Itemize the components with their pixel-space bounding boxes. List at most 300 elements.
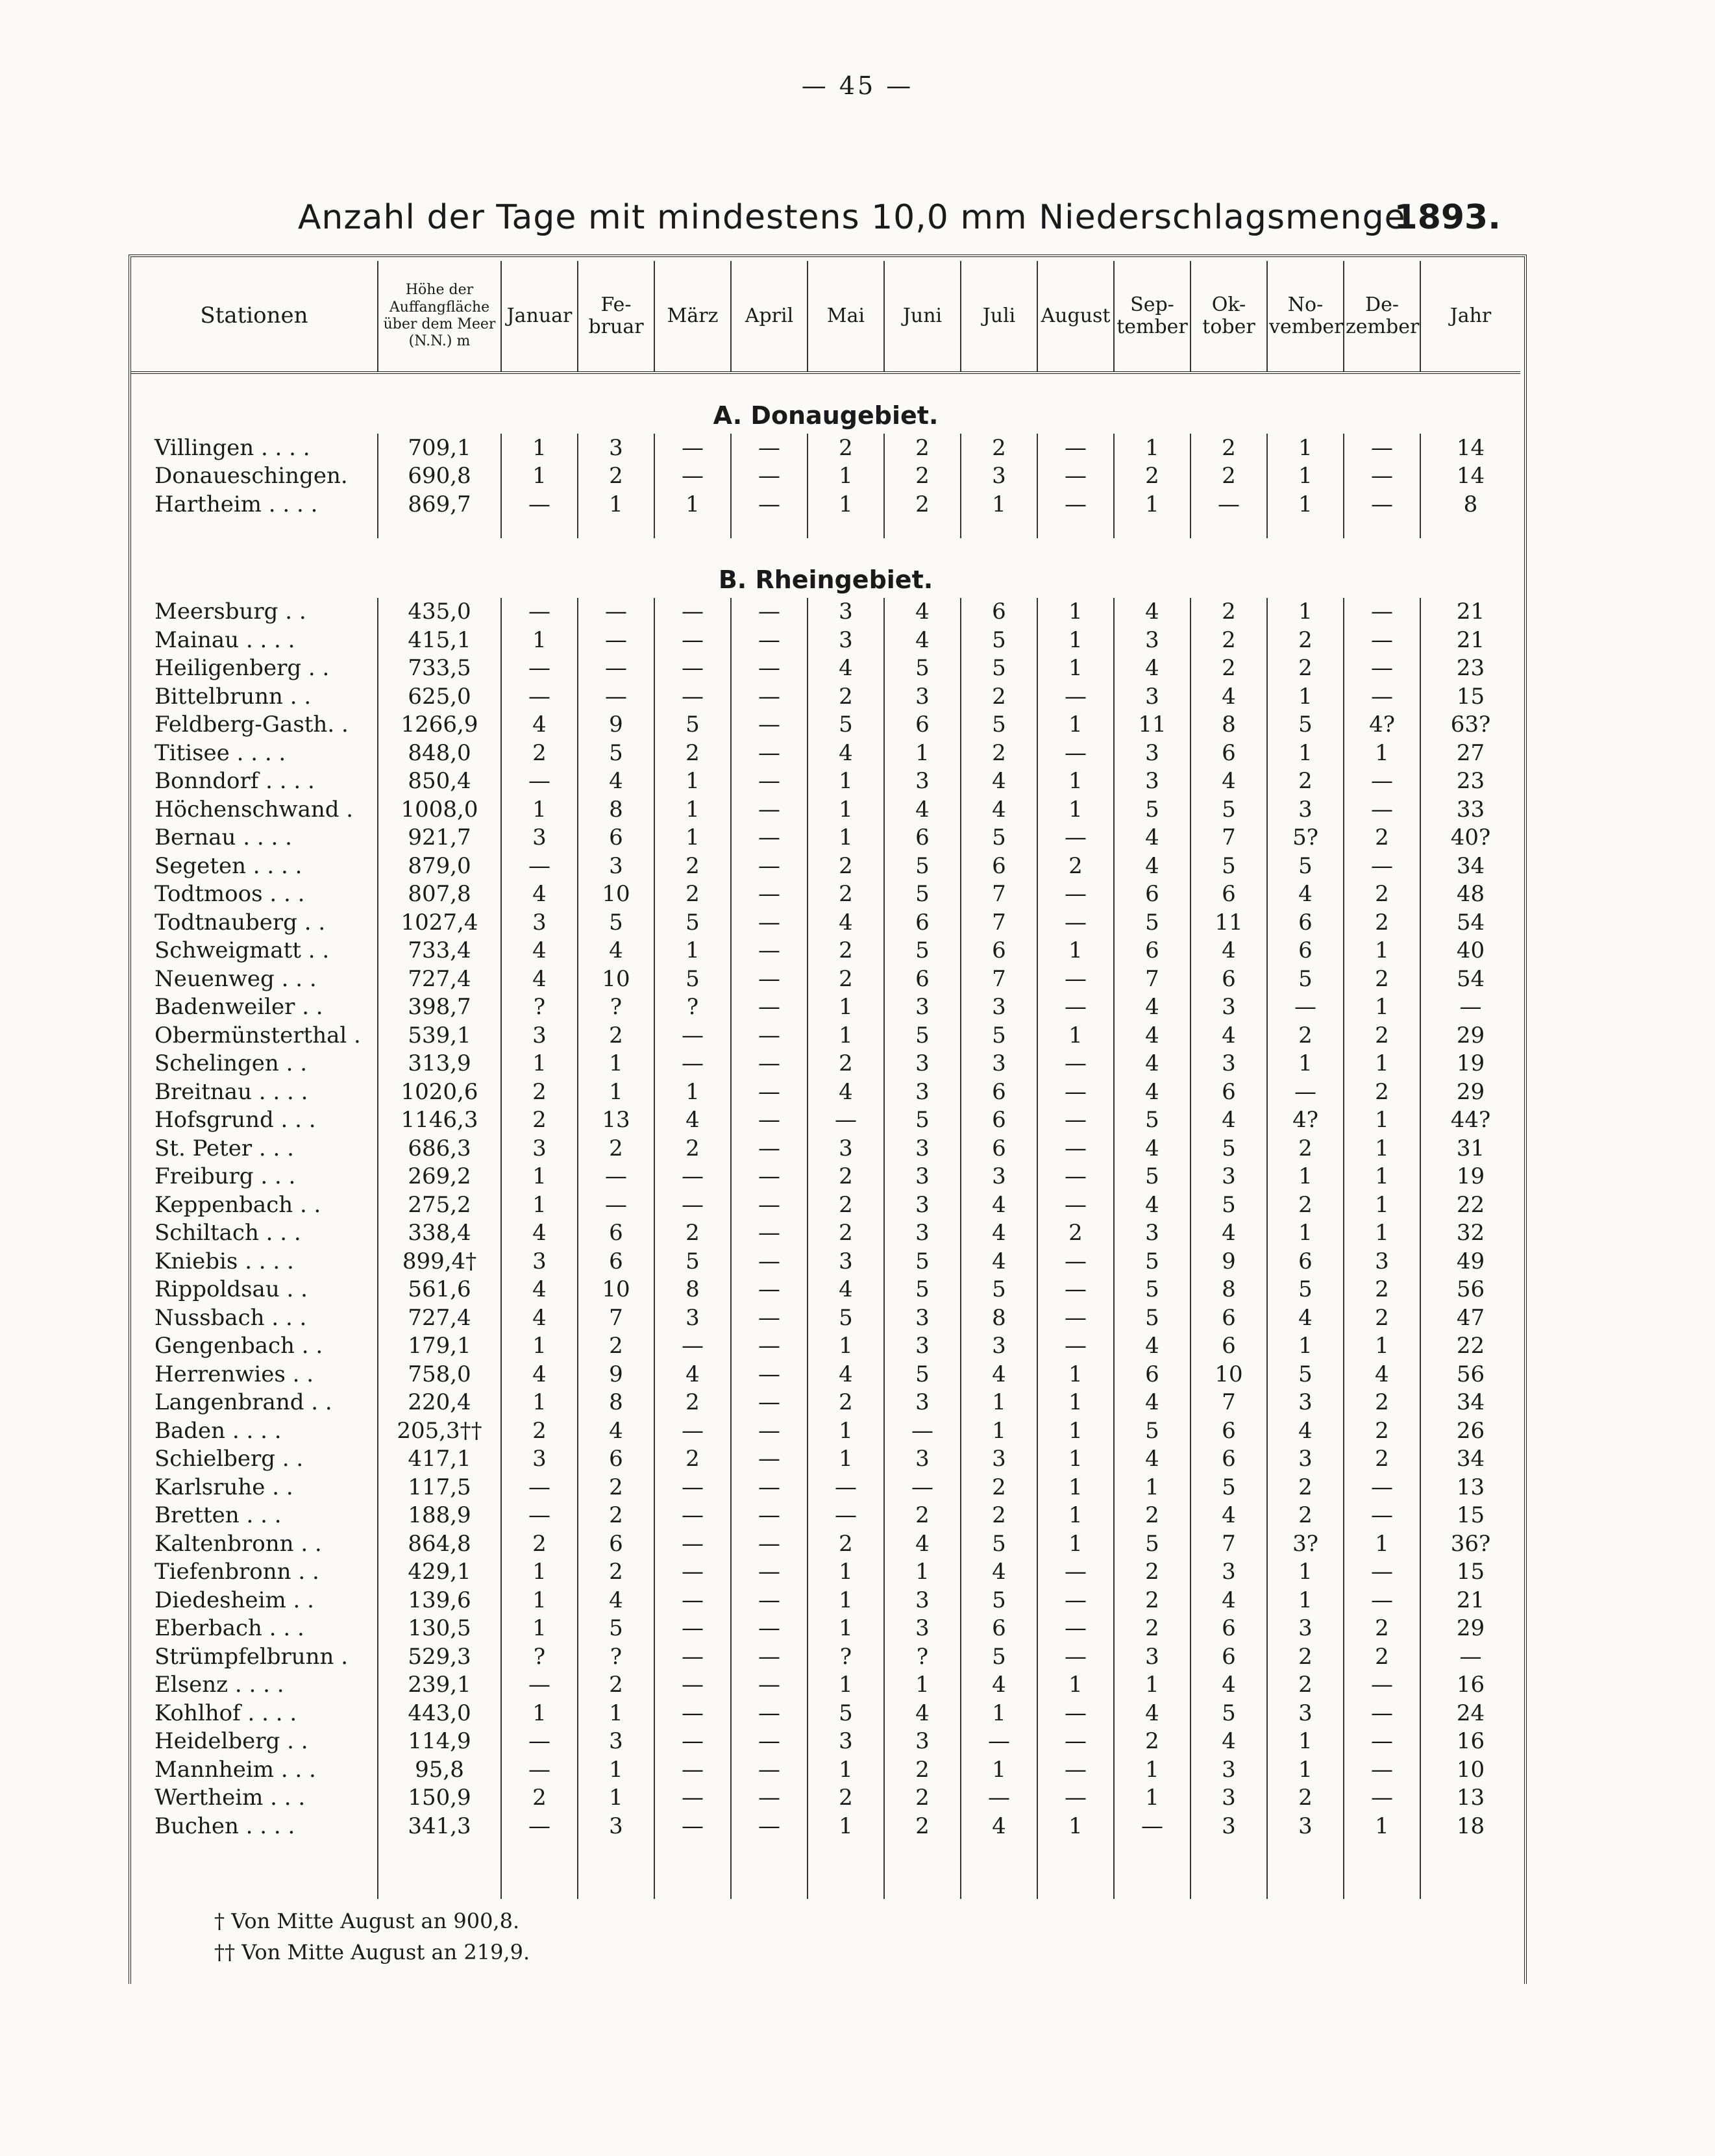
month-value: 1 <box>808 1332 884 1361</box>
month-value: 1 <box>1037 767 1114 796</box>
year-total: 40 <box>1456 937 1485 964</box>
month-value: 8 <box>1191 1276 1267 1304</box>
station-name: Bonndorf . . . . <box>131 767 378 796</box>
month-value: 1 <box>1037 1360 1114 1389</box>
month-value: 6 <box>1191 1417 1267 1445</box>
station-height: 179,1 <box>378 1332 501 1361</box>
tail-cell <box>1420 1840 1520 1899</box>
month-value: — <box>731 1078 808 1106</box>
month-value: 1 <box>1344 1812 1420 1840</box>
month-value: 2 <box>654 1445 731 1474</box>
month-value: 1 <box>1037 626 1114 654</box>
month-value: 2 <box>578 1021 654 1050</box>
station-name: Donaueschingen. <box>131 462 378 491</box>
month-value: 1 <box>654 1078 731 1106</box>
month-value: 5 <box>1114 1304 1191 1332</box>
month-value: 2 <box>808 1050 884 1078</box>
month-value: 2 <box>884 462 961 491</box>
month-value: 1 <box>1344 1106 1420 1135</box>
table-row <box>131 1219 1520 1248</box>
month-value: 2 <box>501 1784 578 1813</box>
month-value: — <box>1344 1784 1420 1813</box>
month-value: 3 <box>884 1304 961 1332</box>
header-month: De-zember <box>1344 261 1420 373</box>
month-value: ? <box>578 1642 654 1671</box>
month-value: 3 <box>1267 1389 1344 1417</box>
month-value: 1 <box>501 626 578 654</box>
month-value: 3 <box>884 993 961 1022</box>
month-value: 1 <box>1267 1219 1344 1248</box>
table-row <box>131 682 1520 711</box>
year-total: 47 <box>1456 1304 1485 1331</box>
table-row <box>131 1671 1520 1700</box>
month-value: 3 <box>654 1304 731 1332</box>
month-value: 4 <box>1114 598 1191 626</box>
month-value: 4 <box>1191 767 1267 796</box>
month-value: 5 <box>1267 1276 1344 1304</box>
station-height: 341,3 <box>378 1812 501 1840</box>
year-total: 18 <box>1456 1813 1485 1839</box>
month-value: — <box>731 1530 808 1558</box>
year-total: 34 <box>1456 852 1485 879</box>
month-value: — <box>654 1021 731 1050</box>
year-total: 23 <box>1456 655 1485 682</box>
station-height: 686,3 <box>378 1134 501 1163</box>
month-value: 6 <box>1267 908 1344 937</box>
month-value: 2 <box>1114 1615 1191 1643</box>
month-value: — <box>1344 490 1420 519</box>
month-value: 2 <box>1037 1219 1114 1248</box>
month-value: — <box>961 1728 1037 1756</box>
month-value: ? <box>501 1642 578 1671</box>
month-value: — <box>731 1784 808 1813</box>
month-value: 3 <box>961 462 1037 491</box>
station-height: 205,3†† <box>378 1417 501 1445</box>
month-value: 9 <box>578 711 654 739</box>
station-height: 417,1 <box>378 1445 501 1474</box>
year-total: 26 <box>1456 1417 1485 1444</box>
month-value: 4 <box>961 1558 1037 1587</box>
station-height: 1008,0 <box>378 795 501 824</box>
table-row <box>131 1812 1520 1840</box>
month-value: 3 <box>501 1021 578 1050</box>
month-value: 4 <box>808 908 884 937</box>
month-value: 1 <box>808 490 884 519</box>
month-value: 1 <box>578 1050 654 1078</box>
table-row <box>131 908 1520 937</box>
month-value: 3 <box>501 1134 578 1163</box>
month-value: 6 <box>1267 937 1344 965</box>
month-value: 4 <box>1191 1586 1267 1615</box>
year-total: 13 <box>1456 1785 1485 1811</box>
station-height: 1146,3 <box>378 1106 501 1135</box>
month-value: — <box>654 1755 731 1784</box>
month-value: 3 <box>1114 767 1191 796</box>
month-value: 4? <box>1344 711 1420 739</box>
month-value: 4 <box>501 1276 578 1304</box>
month-value: 2 <box>1267 654 1344 683</box>
station-height: 625,0 <box>378 682 501 711</box>
month-value: — <box>731 1106 808 1135</box>
month-value: 2 <box>808 965 884 993</box>
station-height: 1027,4 <box>378 908 501 937</box>
month-value: — <box>731 1304 808 1332</box>
station-height: 435,0 <box>378 598 501 626</box>
month-value: — <box>654 626 731 654</box>
month-value: — <box>654 1728 731 1756</box>
month-value: 1 <box>578 1699 654 1728</box>
month-value: — <box>1344 682 1420 711</box>
month-value: — <box>1037 462 1114 491</box>
station-height: 733,4 <box>378 937 501 965</box>
table-row <box>131 434 1520 462</box>
spacer-cell <box>731 519 808 538</box>
month-value: 5 <box>961 1276 1037 1304</box>
month-value: 2 <box>808 1191 884 1219</box>
month-value: 3 <box>501 824 578 852</box>
month-value: 10 <box>578 880 654 909</box>
month-value: 6 <box>1191 1304 1267 1332</box>
month-value: 2 <box>1267 1021 1344 1050</box>
month-value: — <box>1037 1755 1114 1784</box>
month-value: — <box>501 1812 578 1840</box>
month-value: — <box>1037 1276 1114 1304</box>
month-value: 7 <box>961 965 1037 993</box>
spacer-row <box>131 519 1520 538</box>
table-row <box>131 824 1520 852</box>
station-height: 807,8 <box>378 880 501 909</box>
month-value: 1 <box>1267 1050 1344 1078</box>
month-value: 9 <box>578 1360 654 1389</box>
month-value: 1 <box>501 1586 578 1615</box>
table-row <box>131 1163 1520 1191</box>
month-value: 2 <box>1267 1473 1344 1502</box>
station-name: Mainau . . . . <box>131 626 378 654</box>
month-value: — <box>654 1699 731 1728</box>
month-value: 4 <box>1114 993 1191 1022</box>
month-value: 4 <box>808 739 884 767</box>
month-value: 1 <box>1267 490 1344 519</box>
month-value: — <box>731 1050 808 1078</box>
table-row <box>131 767 1520 796</box>
year-total: 32 <box>1456 1220 1485 1246</box>
month-value: 4 <box>1267 880 1344 909</box>
month-value: 5 <box>1191 795 1267 824</box>
month-value: 2 <box>808 1163 884 1191</box>
station-name: Hofsgrund . . . <box>131 1106 378 1135</box>
station-height: 879,0 <box>378 852 501 880</box>
month-value: 1 <box>1267 1728 1344 1756</box>
month-value: — <box>1344 1558 1420 1587</box>
month-value: — <box>1037 1728 1114 1756</box>
station-name: Diedesheim . . <box>131 1586 378 1615</box>
table-row <box>131 1530 1520 1558</box>
station-name: Kohlhof . . . . <box>131 1699 378 1728</box>
month-value: — <box>654 462 731 491</box>
month-value: 3 <box>1267 1812 1344 1840</box>
section-heading-row <box>131 373 1520 434</box>
month-value: 6 <box>1191 1615 1267 1643</box>
year-total: 24 <box>1456 1700 1485 1726</box>
month-value: 2 <box>578 1558 654 1587</box>
month-value: 2 <box>1191 626 1267 654</box>
month-value: 3 <box>808 1134 884 1163</box>
station-name: Neuenweg . . . <box>131 965 378 993</box>
month-value: ? <box>884 1642 961 1671</box>
month-value: 3 <box>884 1389 961 1417</box>
month-value: 6 <box>1191 1642 1267 1671</box>
month-value: 4 <box>1114 1134 1191 1163</box>
month-value: 3 <box>1191 1755 1267 1784</box>
month-value: 1 <box>1267 1558 1344 1587</box>
month-value: 2 <box>501 1106 578 1135</box>
month-value: — <box>1267 993 1344 1022</box>
month-value: 6 <box>884 711 961 739</box>
station-height: 727,4 <box>378 1304 501 1332</box>
month-value: 8 <box>961 1304 1037 1332</box>
month-value: 6 <box>1114 1360 1191 1389</box>
month-value: 13 <box>578 1106 654 1135</box>
footnote-dagger: † Von Mitte August an 900,8. <box>214 1909 520 1933</box>
month-value: 4 <box>1114 1332 1191 1361</box>
station-name: Segeten . . . . <box>131 852 378 880</box>
month-value: 2 <box>654 880 731 909</box>
month-value: 1 <box>1037 1671 1114 1700</box>
month-value: 1 <box>501 1699 578 1728</box>
station-name: Obermünsterthal . <box>131 1021 378 1050</box>
table-row <box>131 1106 1520 1135</box>
month-value: 4 <box>1191 1219 1267 1248</box>
month-value: 1 <box>808 1445 884 1474</box>
month-value: 1 <box>884 1671 961 1700</box>
month-value: — <box>1344 654 1420 683</box>
station-name: Karlsruhe . . <box>131 1473 378 1502</box>
station-height: 899,4† <box>378 1247 501 1276</box>
month-value: 4 <box>884 1530 961 1558</box>
month-value: — <box>1037 1304 1114 1332</box>
month-value: 6 <box>961 598 1037 626</box>
month-value: 3 <box>578 852 654 880</box>
month-value: 1 <box>1267 1755 1344 1784</box>
table-row <box>131 1191 1520 1219</box>
month-value: — <box>501 767 578 796</box>
month-value: ? <box>808 1642 884 1671</box>
year-total: — <box>1459 1643 1482 1670</box>
month-value: — <box>731 1558 808 1587</box>
month-value: 3? <box>1267 1530 1344 1558</box>
month-value: 4 <box>501 880 578 909</box>
spacer-cell <box>1344 519 1420 538</box>
month-value: 2 <box>1114 1728 1191 1756</box>
month-value: 1 <box>1037 1021 1114 1050</box>
year-total: 22 <box>1456 1191 1485 1218</box>
station-name: Schielberg . . <box>131 1445 378 1474</box>
month-value: — <box>501 598 578 626</box>
month-value: — <box>654 598 731 626</box>
month-value: 1 <box>501 1191 578 1219</box>
month-value: 5 <box>961 626 1037 654</box>
month-value: — <box>731 1417 808 1445</box>
month-value: 5 <box>654 908 731 937</box>
table-row <box>131 1360 1520 1389</box>
month-value: 2 <box>884 1502 961 1530</box>
month-value: 5 <box>884 852 961 880</box>
station-name: St. Peter . . . <box>131 1134 378 1163</box>
month-value: 3 <box>1191 1050 1267 1078</box>
page-number: — 45 — <box>801 71 914 100</box>
month-value: 10 <box>578 965 654 993</box>
month-value: 3 <box>578 434 654 462</box>
month-value: 5 <box>654 711 731 739</box>
spacer-cell <box>654 519 731 538</box>
table-row <box>131 1642 1520 1671</box>
month-value: 7 <box>1114 965 1191 993</box>
month-value: 3 <box>884 1134 961 1163</box>
station-name: Schiltach . . . <box>131 1219 378 1248</box>
month-value: 5 <box>578 739 654 767</box>
month-value: 2 <box>1267 1784 1344 1813</box>
month-value: 4 <box>1191 1106 1267 1135</box>
table-row <box>131 1445 1520 1474</box>
month-value: 2 <box>1344 1304 1420 1332</box>
month-value: 1 <box>808 1021 884 1050</box>
month-value: 9 <box>1191 1247 1267 1276</box>
month-value: 2 <box>1267 1134 1344 1163</box>
spacer-cell <box>131 519 378 538</box>
month-value: 1 <box>501 1558 578 1587</box>
month-value: 4 <box>961 1360 1037 1389</box>
month-value: 2 <box>961 1502 1037 1530</box>
month-value: 4 <box>961 795 1037 824</box>
month-value: — <box>731 462 808 491</box>
table-row <box>131 1699 1520 1728</box>
month-value: 7 <box>1191 1530 1267 1558</box>
month-value: 2 <box>1267 1671 1344 1700</box>
tail-row <box>131 1840 1520 1899</box>
month-value: 6 <box>884 824 961 852</box>
station-height: 415,1 <box>378 626 501 654</box>
month-value: 2 <box>654 739 731 767</box>
month-value: 3 <box>1114 739 1191 767</box>
month-value: — <box>1037 1642 1114 1671</box>
month-value: 5 <box>654 1247 731 1276</box>
table-row <box>131 1332 1520 1361</box>
table-row <box>131 1586 1520 1615</box>
month-value: — <box>654 1050 731 1078</box>
month-value: 4 <box>961 1247 1037 1276</box>
month-value: 2 <box>1037 852 1114 880</box>
month-value: — <box>1037 1615 1114 1643</box>
month-value: 6 <box>1114 937 1191 965</box>
month-value: 4 <box>501 1304 578 1332</box>
spacer-cell <box>1191 519 1267 538</box>
station-height: 869,7 <box>378 490 501 519</box>
year-total: 27 <box>1456 739 1485 766</box>
month-value: 2 <box>884 434 961 462</box>
month-value: 1 <box>961 1755 1037 1784</box>
month-value: 2 <box>1114 1558 1191 1587</box>
month-value: 8 <box>578 1389 654 1417</box>
month-value: 3 <box>808 1728 884 1756</box>
month-value: 4 <box>961 1191 1037 1219</box>
tail-cell <box>808 1840 884 1899</box>
table-row <box>131 626 1520 654</box>
month-value: — <box>654 1163 731 1191</box>
month-value: 3 <box>1267 1699 1344 1728</box>
month-value: — <box>1037 965 1114 993</box>
month-value: 1 <box>1037 598 1114 626</box>
year-total: 16 <box>1456 1672 1485 1698</box>
month-value: 3 <box>961 993 1037 1022</box>
month-value: 4 <box>1114 1050 1191 1078</box>
month-value: 2 <box>1267 767 1344 796</box>
month-value: 1 <box>1037 1473 1114 1502</box>
station-height: 220,4 <box>378 1389 501 1417</box>
station-name: Meersburg . . <box>131 598 378 626</box>
month-value: 8 <box>654 1276 731 1304</box>
month-value: 2 <box>1114 1502 1191 1530</box>
table-row <box>131 1247 1520 1276</box>
table-row <box>131 993 1520 1022</box>
month-value: 6 <box>961 1106 1037 1135</box>
month-value: — <box>501 490 578 519</box>
month-value: 3 <box>884 1191 961 1219</box>
month-value: 3 <box>884 1586 961 1615</box>
month-value: — <box>731 1699 808 1728</box>
month-value: 5 <box>1114 1163 1191 1191</box>
month-value: 1 <box>961 1417 1037 1445</box>
month-value: — <box>731 767 808 796</box>
month-value: 1 <box>1344 1134 1420 1163</box>
month-value: — <box>731 937 808 965</box>
station-height: 690,8 <box>378 462 501 491</box>
table-row <box>131 1728 1520 1756</box>
month-value: 3 <box>578 1812 654 1840</box>
month-value: 2 <box>654 1219 731 1248</box>
month-value: 5? <box>1267 824 1344 852</box>
year-total: 15 <box>1456 1502 1485 1529</box>
month-value: 2 <box>1191 434 1267 462</box>
header-month: März <box>654 261 731 373</box>
month-value: 2 <box>1267 1191 1344 1219</box>
month-value: 2 <box>808 1389 884 1417</box>
table-row <box>131 1502 1520 1530</box>
month-value: 10 <box>1191 1360 1267 1389</box>
footnote-double-dagger: †† Von Mitte August an 219,9. <box>214 1940 530 1964</box>
section-heading: A. Donaugebiet. <box>713 401 939 430</box>
month-value: 1 <box>1267 1586 1344 1615</box>
month-value: 4 <box>578 1417 654 1445</box>
month-value: — <box>501 1671 578 1700</box>
table-row <box>131 462 1520 491</box>
spacer-cell <box>961 519 1037 538</box>
month-value: 5 <box>1267 711 1344 739</box>
month-value: — <box>654 1530 731 1558</box>
month-value: 6 <box>1114 880 1191 909</box>
month-value: — <box>808 1502 884 1530</box>
year-total: 16 <box>1456 1728 1485 1755</box>
month-value: — <box>731 1332 808 1361</box>
year-total: 21 <box>1456 1587 1485 1613</box>
station-height: 921,7 <box>378 824 501 852</box>
year-total: 44? <box>1450 1107 1491 1134</box>
station-height: 130,5 <box>378 1615 501 1643</box>
month-value: 3 <box>884 682 961 711</box>
month-value: 1 <box>1267 1332 1344 1361</box>
month-value: 2 <box>654 1389 731 1417</box>
month-value: — <box>731 1219 808 1248</box>
month-value: 6 <box>578 1445 654 1474</box>
